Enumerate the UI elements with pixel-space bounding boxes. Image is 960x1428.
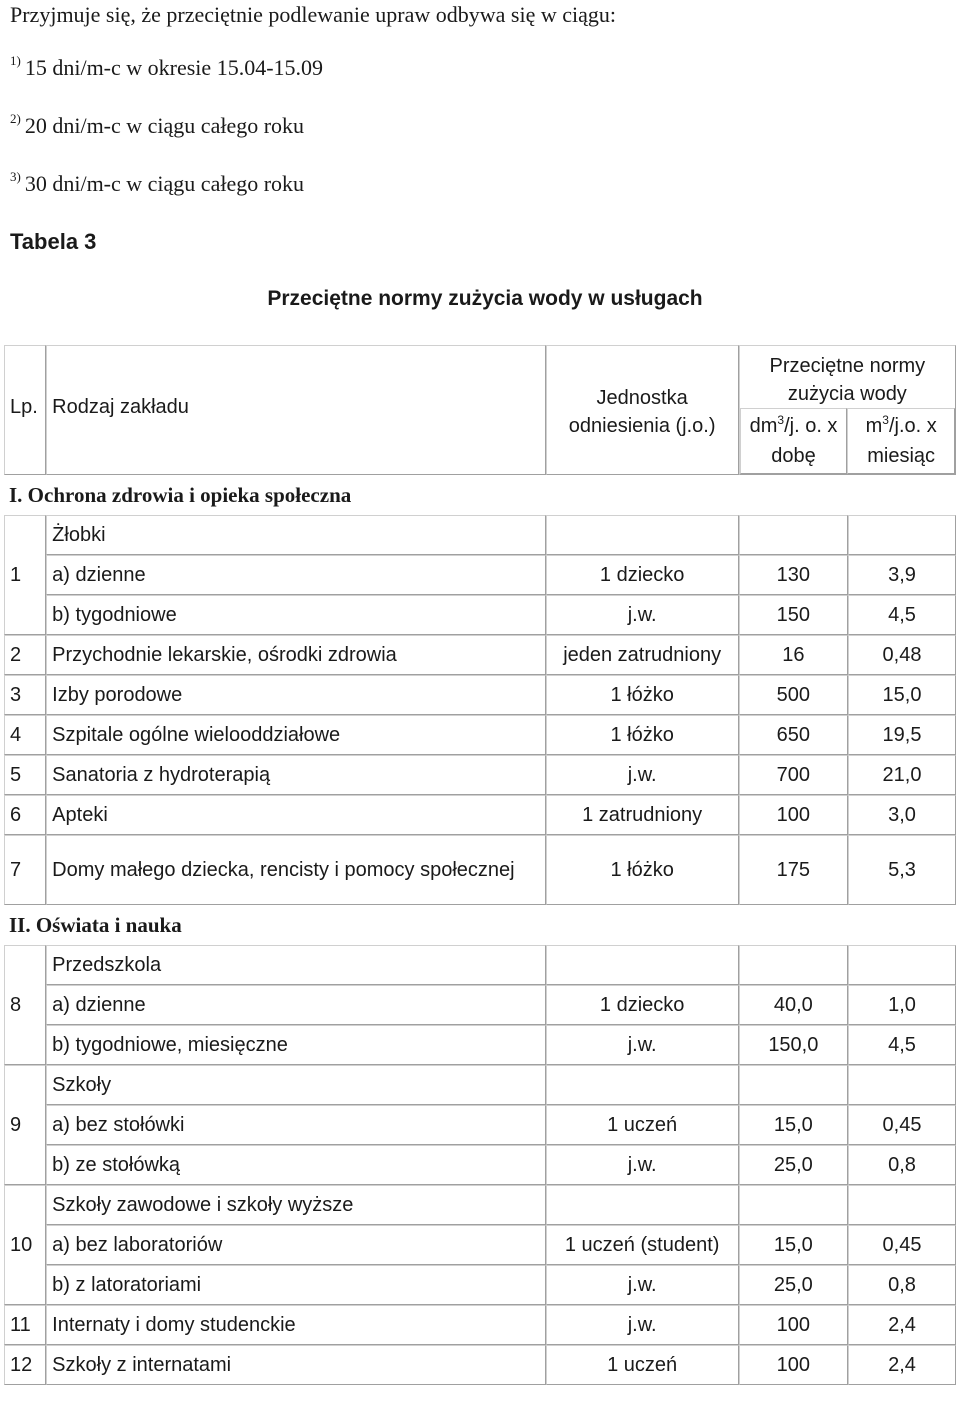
row-unit: j.w. (546, 755, 739, 795)
row-lp: 11 (4, 1305, 46, 1345)
row-m: 19,5 (848, 715, 956, 755)
row-name: b) ze stołówką (46, 1145, 545, 1185)
section-title: II. Oświata i nauka (9, 912, 182, 937)
row-dm (739, 945, 848, 985)
row-name: Przychodnie lekarskie, ośrodki zdrowia (46, 635, 545, 675)
row-dm: 175 (739, 835, 848, 905)
row-m: 4,5 (848, 595, 956, 635)
intro-item-text: 15 dni/m-c w okresie 15.04-15.09 (24, 55, 324, 80)
row-unit: 1 dziecko (546, 985, 739, 1025)
header-rodzaj: Rodzaj zakładu (46, 345, 545, 475)
row-unit: j.w. (546, 1305, 739, 1345)
intro-sentence: Przyjmuje się, że przeciętnie podlewanie upraw odbywa się w ciągu: (10, 2, 616, 27)
section-title: I. Ochrona zdrowia i opieka społeczna (9, 482, 352, 507)
row-lp: 3 (4, 675, 46, 715)
row-group-name: Szkoły zawodowe i szkoły wyższe (46, 1185, 545, 1225)
section-row (4, 905, 956, 945)
table-row (4, 1065, 956, 1105)
row-name: b) tygodniowe, miesięczne (46, 1025, 545, 1065)
row-m: 21,0 (848, 755, 956, 795)
row-dm: 16 (739, 635, 848, 675)
row-name: b) tygodniowe (46, 595, 545, 635)
row-m: 3,9 (848, 555, 956, 595)
row-m: 0,45 (848, 1225, 956, 1265)
row-group-name: Szkoły (46, 1065, 545, 1105)
header-jednostka: Jednostka odniesienia (j.o.) (546, 345, 739, 475)
table-row (4, 1105, 956, 1145)
row-lp: 2 (4, 635, 46, 675)
row-m (848, 515, 956, 555)
row-dm: 25,0 (739, 1145, 848, 1185)
table-row (4, 715, 956, 755)
row-name: Szkoły z internatami (46, 1345, 545, 1385)
row-dm: 130 (739, 555, 848, 595)
intro-item-text: 30 dni/m-c w ciągu całego roku (24, 171, 305, 196)
row-lp: 5 (4, 755, 46, 795)
table-row (4, 1305, 956, 1345)
footnote-marker: 1) (10, 53, 21, 68)
table-title: Przeciętne normy zużycia wody w usługach (267, 287, 703, 310)
row-dm: 150,0 (739, 1025, 848, 1065)
row-unit: 1 łóżko (546, 835, 739, 905)
row-unit: jeden zatrudniony (546, 635, 739, 675)
row-lp: 4 (4, 715, 46, 755)
row-unit: 1 łóżko (546, 715, 739, 755)
row-dm: 100 (739, 1305, 848, 1345)
row-m: 5,3 (848, 835, 956, 905)
row-lp: 12 (4, 1345, 46, 1385)
row-unit: j.w. (546, 1265, 739, 1305)
row-dm (739, 515, 848, 555)
header-normy-group (739, 345, 956, 475)
table-row (4, 675, 956, 715)
row-dm: 100 (739, 795, 848, 835)
row-lp: 10 (4, 1185, 46, 1305)
row-lp: 6 (4, 795, 46, 835)
row-m (848, 1065, 956, 1105)
table-row (4, 945, 956, 985)
header-m-exponent: 3 (882, 413, 889, 427)
row-dm: 15,0 (739, 1225, 848, 1265)
row-name: Izby porodowe (46, 675, 545, 715)
header-m-rest: /j.o. x miesiąc (867, 415, 937, 467)
table-row (4, 1145, 956, 1185)
row-unit (546, 1065, 739, 1105)
row-unit (546, 945, 739, 985)
row-m (848, 1185, 956, 1225)
table-row (4, 835, 956, 905)
row-lp: 8 (4, 945, 46, 1065)
row-m: 0,45 (848, 1105, 956, 1145)
intro-item-3 (10, 171, 304, 197)
row-unit: 1 uczeń (546, 1105, 739, 1145)
row-name: Internaty i domy studenckie (46, 1305, 545, 1345)
row-dm: 700 (739, 755, 848, 795)
row-m: 0,48 (848, 635, 956, 675)
row-m: 0,8 (848, 1145, 956, 1185)
row-dm: 500 (739, 675, 848, 715)
row-name: a) dzienne (46, 985, 545, 1025)
row-unit: 1 uczeń (546, 1345, 739, 1385)
row-m: 4,5 (848, 1025, 956, 1065)
row-name: a) bez stołówki (46, 1105, 545, 1145)
row-group-name: Przedszkola (46, 945, 545, 985)
row-unit: 1 dziecko (546, 555, 739, 595)
row-m: 15,0 (848, 675, 956, 715)
row-name: Domy małego dziecka, rencisty i pomocy społecznej (46, 835, 545, 905)
row-m: 2,4 (848, 1345, 956, 1385)
row-name: Szpitale ogólne wielooddziałowe (46, 715, 545, 755)
row-lp: 1 (4, 515, 46, 635)
row-group-name: Żłobki (46, 515, 545, 555)
row-m (848, 945, 956, 985)
row-dm: 150 (739, 595, 848, 635)
row-dm: 40,0 (739, 985, 848, 1025)
row-lp: 7 (4, 835, 46, 905)
row-name: Apteki (46, 795, 545, 835)
table-row (4, 1225, 956, 1265)
row-dm: 15,0 (739, 1105, 848, 1145)
intro-item-1 (10, 55, 323, 81)
row-unit: 1 zatrudniony (546, 795, 739, 835)
table-row (4, 555, 956, 595)
table-row (4, 1265, 956, 1305)
table-label: Tabela 3 (10, 229, 97, 254)
table-row (4, 1185, 956, 1225)
footnote-marker: 3) (10, 169, 21, 184)
row-m: 1,0 (848, 985, 956, 1025)
header-dm-rest: /j. o. x dobę (771, 415, 838, 467)
table-row (4, 595, 956, 635)
table-row (4, 635, 956, 675)
header-dm-unit: dm (749, 415, 778, 437)
header-normy-subtable (740, 346, 955, 474)
row-name: Sanatoria z hydroterapią (46, 755, 545, 795)
row-dm: 25,0 (739, 1265, 848, 1305)
row-dm: 100 (739, 1345, 848, 1385)
row-m: 3,0 (848, 795, 956, 835)
row-dm (739, 1185, 848, 1225)
header-dm-exponent: 3 (777, 413, 785, 427)
row-dm (739, 1065, 848, 1105)
row-unit: j.w. (546, 1145, 739, 1185)
intro-item-text: 20 dni/m-c w ciągu całego roku (24, 113, 305, 138)
row-unit (546, 515, 739, 555)
header-dm-per-day (740, 408, 848, 474)
table-header-row (4, 345, 956, 475)
table-row (4, 515, 956, 555)
table-row (4, 795, 956, 835)
table-row (4, 1345, 956, 1385)
row-name: b) z latoratoriami (46, 1265, 545, 1305)
row-unit: 1 uczeń (student) (546, 1225, 739, 1265)
table-row (4, 985, 956, 1025)
row-name: a) dzienne (46, 555, 545, 595)
footnote-marker: 2) (10, 111, 21, 126)
row-m: 0,8 (848, 1265, 956, 1305)
row-m: 2,4 (848, 1305, 956, 1345)
intro-item-2 (10, 113, 304, 139)
row-name: a) bez laboratoriów (46, 1225, 545, 1265)
water-norms-table (4, 345, 956, 1385)
row-unit: 1 łóżko (546, 675, 739, 715)
header-lp: Lp. (4, 345, 46, 475)
row-unit (546, 1185, 739, 1225)
row-unit: j.w. (546, 1025, 739, 1065)
row-unit: j.w. (546, 595, 739, 635)
row-lp: 9 (4, 1065, 46, 1185)
header-m-unit: m (865, 415, 883, 437)
row-dm: 650 (739, 715, 848, 755)
table-row (4, 1025, 956, 1065)
section-row (4, 475, 956, 515)
table-row (4, 755, 956, 795)
header-m-per-month (847, 408, 955, 474)
header-normy: Przeciętne normy zużycia wody (769, 355, 926, 405)
